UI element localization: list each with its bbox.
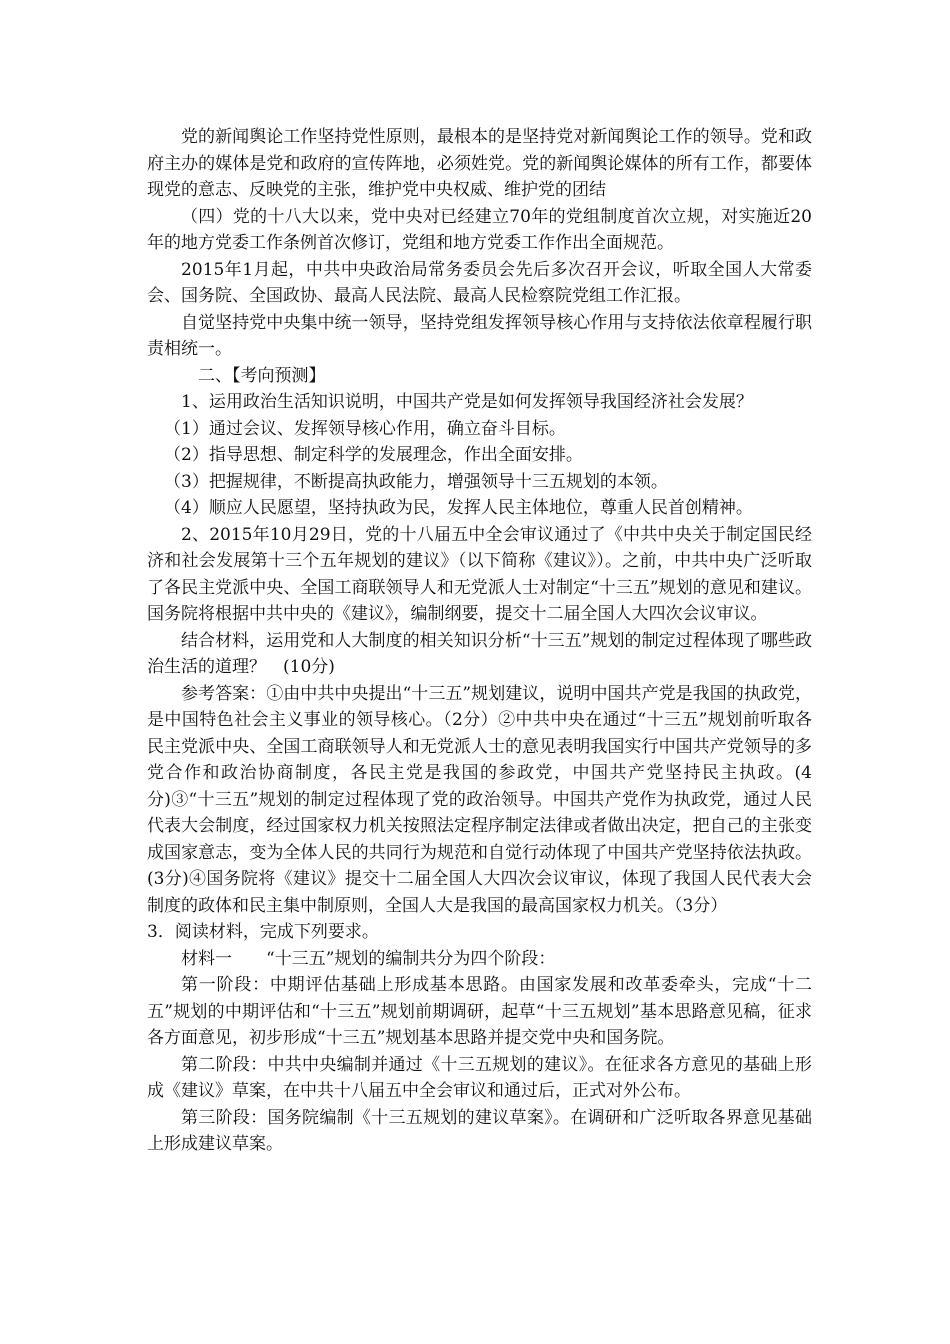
paragraph-8: （2）指导思想、制定科学的发展理念，作出全面安排。 — [164, 445, 583, 465]
paragraph-15: 材料一 “十三五”规划的编制共分为四个阶段： — [181, 948, 556, 969]
paragraph-17: 第二阶段：中共中央编制并通过《十三五规划的建议》。在征求各方意见的基础上形成《建议》草案，在中共十八届五中全会审议和通过后，正式对外公布。 — [147, 1054, 812, 1101]
paragraph-18: 第三阶段：国务院编制《十三五规划的建议草案》。在调研和广泛听取各界意见基础上形成建议草案。 — [147, 1107, 812, 1154]
paragraph-3: 2015年1月起，中共中央政治局常务委员会先后多次召开会议，听取全国人大常委会、国务院、全国政协、最高人民法院、最高人民检察院党组工作汇报。 — [147, 259, 812, 306]
paragraph-7: （1）通过会议、发挥领导核心作用，确立奋斗目标。 — [164, 418, 566, 439]
paragraph-1: 党的新闻舆论工作坚持党性原则，最根本的是坚持党对新闻舆论工作的领导。党和政府主办的媒体是党和政府的宣传阵地，必须姓党。党的新闻舆论媒体的所有工作，都要体现党的意志、反映党的主张，维护党中央权威、维护党的团结 — [147, 127, 812, 200]
paragraph-9: （3）把握规律，不断提高执政能力，增强领导十三五规划的本领。 — [164, 471, 668, 492]
paragraph-6: 1、运用政治生活知识说明，中国共产党是如何发挥领导我国经济社会发展？ — [181, 392, 753, 412]
paragraph-10: （4）顺应人民愿望，坚持执政为民，发挥人民主体地位，尊重人民首创精神。 — [164, 498, 753, 518]
paragraph-2: （四）党的十八大以来，党中央对已经建立70年的党组制度首次立规，对实施近20年的地方党委工作条例首次修订，党组和地方党委工作作出全面规范。 — [147, 206, 812, 253]
paragraph-12: 结合材料，运用党和人大制度的相关知识分析“十三五”规划的制定过程体现了哪些政治生活的道理？ (10分) — [147, 630, 812, 677]
paragraph-14: 3．阅读材料，完成下列要求。 — [147, 922, 379, 942]
paragraph-13: 参考答案：①由中共中央提出“十三五”规划建议，说明中国共产党是我国的执政党，是中国特色社会主义事业的领导核心。（2分）②中共中央在通过“十三五”规划前听取各民主党派中央、全国工商联领导人和无党派人士的意见表明我国实行中国共产党领导的多党合作和政治协商制度，各民主党是我国的参政党，中国共产党坚持民主执政。(4分)③“十三五”规划的制定过程体现了党的政治领导。中国共产党作为执政党，通过人民代表大会制度，经过国家权力机关按照法定程序制定法律或者做出决定，把自己的主张变成国家意志，变为全体人民的共同行为规范和自觉行动体现了中国共产党坚持依法执政。(3分)④国务院将《建议》提交十二届全国人大四次会议审议，体现了我国人民代表大会制度的政体和民主集中制原则，全国人大是我国的最高国家权力机关。（3分） — [147, 683, 812, 916]
document-body — [147, 124, 812, 1158]
paragraph-5: 二、【考向预测】 — [198, 365, 326, 386]
paragraph-11: 2、2015年10月29日，党的十八届五中全会审议通过了《中共中央关于制定国民经济和社会发展第十三个五年规划的建议》（以下简称《建议》）。之前，中共中央广泛听取了各民主党派中央、全国工商联领导人和无党派人士对制定“十三五”规划的意见和建议。国务院将根据中共中央的《建议》，编制纲要，提交十二届全国人大四次会议审议。 — [147, 524, 812, 624]
paragraph-16: 第一阶段：中期评估基础上形成基本思路。由国家发展和改革委牵头，完成“十二五”规划的中期评估和“十三五”规划前期调研，起草“十三五规划”基本思路意见稿，征求各方面意见，初步形成“十三五”规划基本思路并提交党中央和国务院。 — [147, 975, 812, 1048]
paragraph-4: 自觉坚持党中央集中统一领导，坚持党组发挥领导核心作用与支持依法依章程履行职责相统一。 — [147, 312, 812, 359]
